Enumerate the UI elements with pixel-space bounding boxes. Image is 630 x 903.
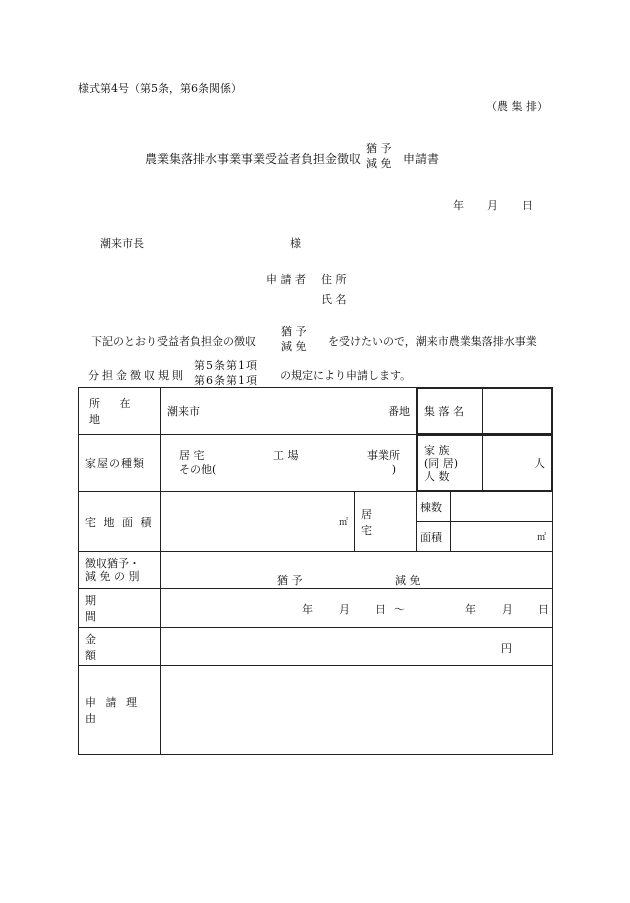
row-amount (79, 628, 553, 666)
period-end-day: 日 (538, 603, 549, 616)
period-tilde: ～ (394, 603, 405, 616)
applicant-name-label: 氏 名 (321, 293, 347, 306)
body-line2-prefix: 分担金徴収規則 (88, 369, 186, 382)
floor-area-unit: ㎡ (536, 533, 546, 543)
period-end-year: 年 (465, 603, 476, 616)
collection-type-label-1: 徴収猶予・ (85, 557, 140, 570)
period-end-month: 月 (502, 603, 513, 616)
collection-type-label-2: 減 免 の 別 (85, 570, 140, 583)
floor-area-label: 面積 (417, 522, 451, 552)
residence-label: 居 宅 (361, 507, 380, 537)
house-type-residence[interactable]: 居 宅 (179, 449, 205, 462)
body-line1-suffix: を受けたいので，潮来市農業集落排水事業 (328, 335, 537, 348)
date-year-label: 年 (453, 199, 464, 212)
period-label-cell (79, 589, 161, 628)
row-collection-type (79, 552, 553, 589)
building-count-label: 棟数 (417, 492, 451, 522)
title-option-exemption: 減 免 (366, 157, 392, 170)
house-type-other-close: ) (391, 463, 396, 476)
title-suffix: 申請書 (403, 152, 440, 166)
family-unit: 人 (534, 457, 545, 470)
collection-type-exemption[interactable]: 減 免 (395, 574, 421, 587)
land-area-value[interactable] (161, 492, 355, 552)
house-type-label: 家屋の種類 (79, 435, 161, 492)
location-label-cell (79, 388, 161, 435)
period-value[interactable] (161, 589, 553, 628)
floor-area-value[interactable] (451, 522, 553, 552)
period-start-year: 年 (302, 603, 313, 616)
addressee-name: 潮来市長 (100, 237, 144, 250)
row-land-area-top (79, 492, 553, 522)
reason-label: 申 請 理 由 (79, 666, 161, 755)
location-city: 潮来市 (167, 405, 200, 418)
house-type-other[interactable]: その他( (179, 463, 217, 476)
body-rule-6: 第6条第1項 (194, 374, 258, 387)
location-banchi: 番地 (388, 405, 410, 418)
title-options (366, 141, 392, 171)
building-count-value[interactable] (451, 492, 553, 522)
family-label-3: 人 数 (424, 469, 450, 483)
row-house-type (79, 435, 553, 492)
village-label: 集 落 名 (418, 389, 483, 434)
village-cell (417, 388, 553, 435)
family-value[interactable] (483, 436, 552, 491)
period-start-month: 月 (339, 603, 350, 616)
reason-value[interactable] (161, 666, 553, 755)
period-label: 期 間 (85, 594, 146, 623)
residence-label-cell (355, 492, 417, 552)
amount-label-cell (79, 628, 161, 666)
body-rules (194, 358, 258, 388)
row-location (79, 388, 553, 435)
title-prefix: 農業集落排水事業事業受益者負担金徴収 (145, 152, 362, 166)
location-value-cell[interactable] (161, 388, 417, 435)
family-cell (417, 435, 553, 492)
row-reason (79, 666, 553, 755)
family-label-1: 家 族 (424, 443, 450, 457)
form-number: 様式第4号（第5条，第6条関係） (78, 82, 242, 95)
house-type-options-cell[interactable] (161, 435, 417, 492)
period-start-day: 日 (375, 603, 386, 616)
body-line1-prefix: 下記のとおり受益者負担金の徴収 (91, 335, 256, 348)
body-option-exemption: 減 免 (281, 340, 307, 353)
date-day-label: 日 (522, 199, 533, 212)
body-line2-suffix: の規定により申請します。 (280, 369, 412, 382)
addressee-honorific: 様 (290, 237, 301, 250)
date-month-label: 月 (487, 199, 498, 212)
row-period (79, 589, 553, 628)
applicant-label: 申 請 者 (266, 273, 306, 286)
title-option-suspension: 猶 予 (366, 142, 392, 155)
form-category: （農 集 排） (486, 100, 548, 113)
house-type-office[interactable]: 事業所 (367, 449, 400, 462)
amount-unit: 円 (501, 642, 512, 655)
village-value[interactable] (483, 389, 552, 434)
house-type-factory[interactable]: 工 場 (273, 449, 299, 462)
amount-label: 金 額 (85, 632, 146, 662)
collection-type-suspension[interactable]: 猶 予 (277, 574, 303, 587)
family-label-2: (同 居) (424, 456, 459, 470)
location-label: 所 在 地 (89, 397, 139, 426)
amount-value[interactable] (161, 628, 553, 666)
application-table (78, 387, 553, 755)
applicant-address-label: 住 所 (321, 273, 347, 286)
collection-type-label (79, 552, 161, 589)
family-label (418, 436, 483, 491)
land-area-label: 宅 地 面 積 (79, 492, 161, 552)
body-rule-5: 第5条第1項 (194, 359, 258, 372)
body-options (281, 324, 307, 354)
collection-type-options[interactable] (161, 552, 553, 589)
body-option-suspension: 猶 予 (281, 325, 307, 338)
land-area-unit: ㎡ (338, 518, 348, 528)
